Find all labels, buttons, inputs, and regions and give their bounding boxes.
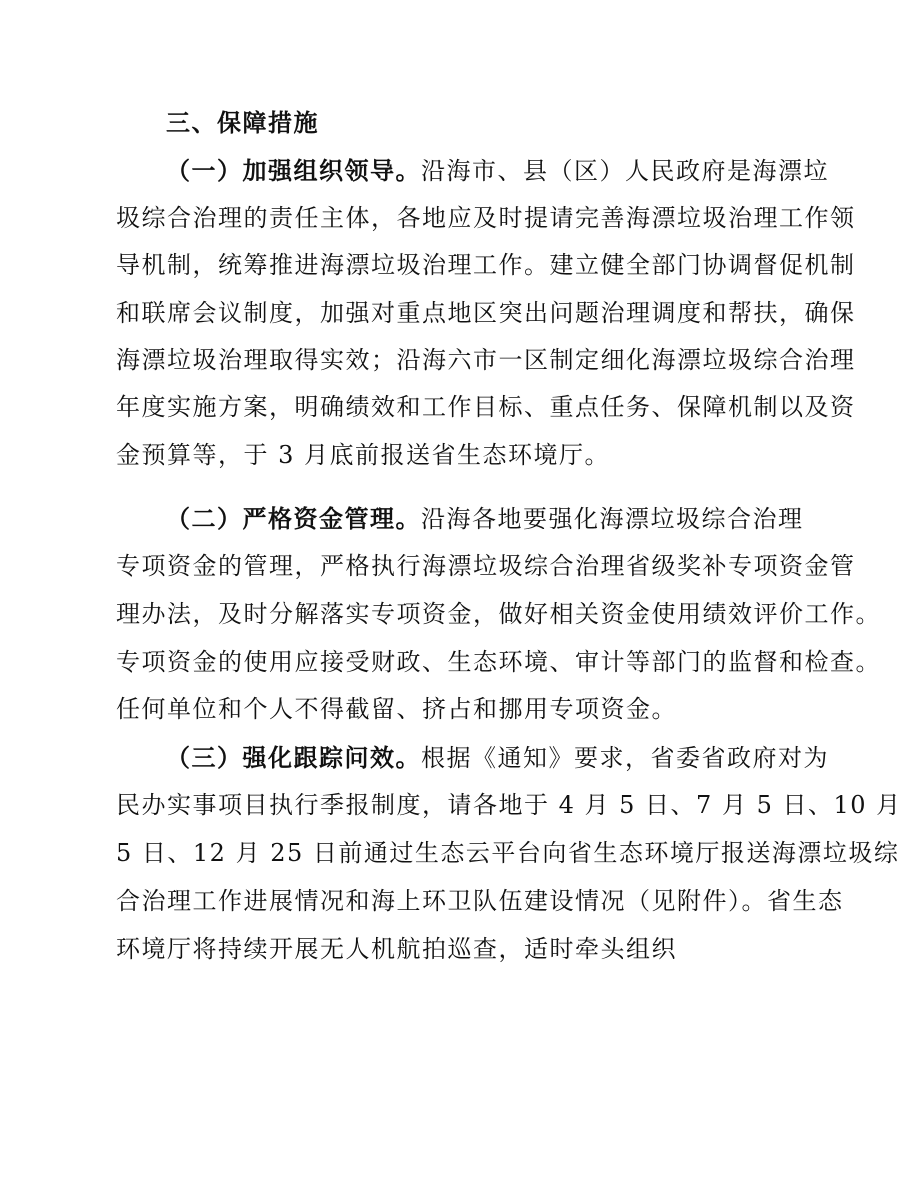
paragraph-1-line-3: 导机制，统筹推进海漂垃圾治理工作。建立健全部门协调督促机制 [116, 251, 856, 279]
paragraph-2-line-1 [166, 504, 804, 534]
paragraph-1-line-2: 圾综合治理的责任主体，各地应及时提请完善海漂垃圾治理工作领 [116, 204, 856, 232]
paragraph-3-line-1 [166, 743, 829, 773]
paragraph-1-lead: （一）加强组织领导。 [166, 156, 421, 185]
paragraph-2-line-5: 任何单位和个人不得截留、挤占和挪用专项资金。 [116, 695, 677, 723]
paragraph-1-line-1 [166, 156, 829, 186]
paragraph-1-line-5: 海漂垃圾治理取得实效；沿海六市一区制定细化海漂垃圾综合治理 [116, 346, 856, 374]
section-heading: 三、保障措施 [166, 108, 319, 137]
paragraph-2-lead: （二）严格资金管理。 [166, 504, 421, 533]
paragraph-1-line-4: 和联席会议制度，加强对重点地区突出问题治理调度和帮扶，确保 [116, 299, 856, 327]
paragraph-1-line-6: 年度实施方案，明确绩效和工作目标、重点任务、保障机制以及资 [116, 393, 856, 421]
paragraph-1-line-7: 金预算等，于 3 月底前报送省生态环境厅。 [116, 441, 611, 469]
paragraph-3-line-2: 民办实事项目执行季报制度，请各地于 4 月 5 日、7 月 5 日、10 月 [116, 791, 902, 819]
paragraph-3-lead: （三）强化跟踪问效。 [166, 743, 421, 772]
paragraph-2-text-1: 沿海各地要强化海漂垃圾综合治理 [421, 505, 804, 533]
paragraph-3-line-5: 环境厅将持续开展无人机航拍巡查，适时牵头组织 [116, 935, 677, 963]
paragraph-2-line-4: 专项资金的使用应接受财政、生态环境、审计等部门的监督和检查。 [116, 648, 881, 676]
paragraph-3-line-3: 5 日、12 月 25 日前通过生态云平台向省生态环境厅报送海漂垃圾综 [116, 839, 900, 867]
paragraph-3-text-1: 根据《通知》要求，省委省政府对为 [421, 744, 829, 772]
paragraph-2-line-3: 理办法，及时分解落实专项资金，做好相关资金使用绩效评价工作。 [116, 600, 881, 628]
paragraph-2-line-2: 专项资金的管理，严格执行海漂垃圾综合治理省级奖补专项资金管 [116, 552, 856, 580]
paragraph-1-text-1: 沿海市、县（区）人民政府是海漂垃 [421, 157, 829, 185]
paragraph-3-line-4: 合治理工作进展情况和海上环卫队伍建设情况（见附件）。省生态 [116, 887, 844, 915]
